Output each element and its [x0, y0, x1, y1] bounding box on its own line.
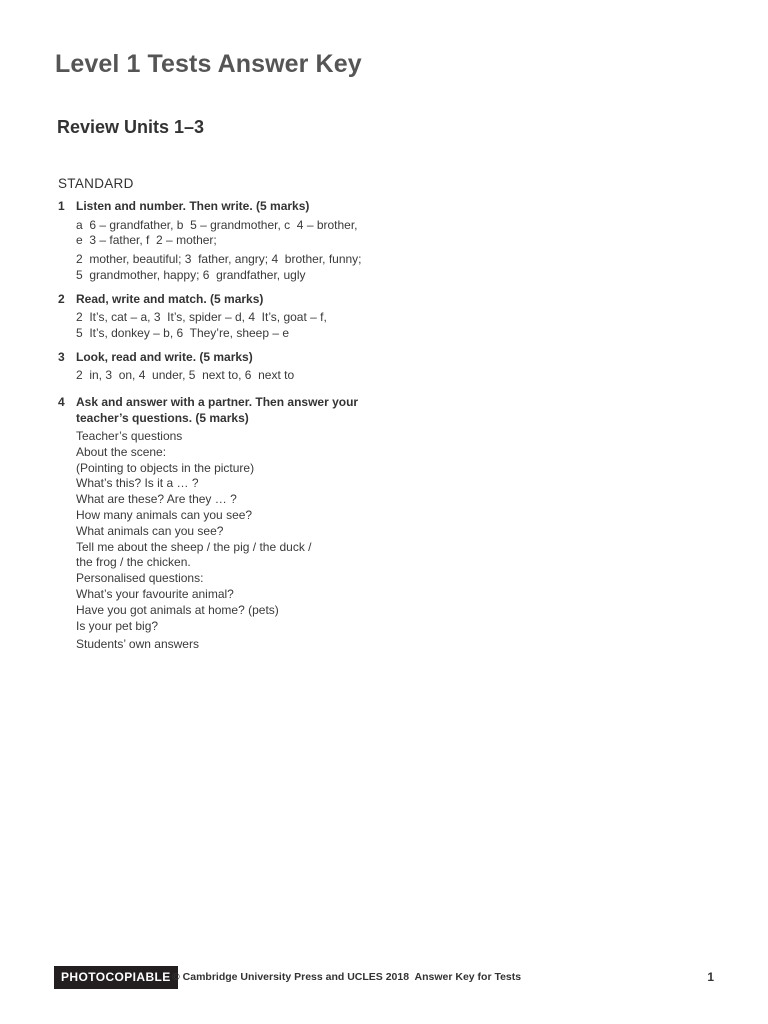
- answer-line: How many animals can you see?: [76, 508, 253, 523]
- page-title: Level 1 Tests Answer Key: [55, 50, 362, 78]
- question-heading: Ask and answer with a partner. Then answer your teacher’s questions. (5 marks): [76, 395, 359, 425]
- answer-line: What animals can you see?: [76, 523, 224, 538]
- answer-line: Tell me about the sheep / the pig / the duck /: [76, 539, 312, 554]
- answer-line: Teacher’s questions: [76, 429, 183, 444]
- page-number: 1: [707, 970, 714, 984]
- answer-line: What’s your favourite animal?: [76, 587, 234, 602]
- answer-block: [76, 429, 388, 653]
- answer-line: (Pointing to objects in the picture): [76, 460, 255, 475]
- question-number: 1: [58, 199, 65, 213]
- answer-line: Have you got animals at home? (pets): [76, 602, 279, 617]
- answer-line: e 3 – father, f 2 – mother;: [76, 233, 217, 248]
- questions-list: [58, 199, 388, 653]
- answer-line: 2 It’s, cat – a, 3 It’s, spider – d, 4 It’s, goat – f,: [76, 310, 327, 325]
- question-heading: Look, read and write. (5 marks): [76, 349, 253, 364]
- answer-line: Is your pet big?: [76, 618, 159, 633]
- photocopiable-badge: PHOTOCOPIABLE: [54, 966, 178, 989]
- level-label: STANDARD: [58, 176, 134, 191]
- answer-line: What’s this? Is it a … ?: [76, 476, 199, 491]
- answer-line: 2 mother, beautiful; 3 father, angry; 4 brother, funny;: [76, 252, 362, 267]
- question-4: [58, 395, 388, 653]
- answer-block: [76, 368, 388, 384]
- page-footer: [54, 966, 714, 990]
- answer-line: 5 grandmother, happy; 6 grandfather, ugly: [76, 267, 306, 282]
- answer-line: Students’ own answers: [76, 637, 199, 652]
- answer-line: 2 in, 3 on, 4 under, 5 next to, 6 next to: [76, 368, 295, 383]
- question-number: 3: [58, 349, 65, 364]
- answer-line: Personalised questions:: [76, 571, 204, 586]
- answer-line: a 6 – grandfather, b 5 – grandmother, c 4 – brother,: [76, 217, 358, 232]
- answer-line: What are these? Are they … ?: [76, 492, 237, 507]
- answer-block: [76, 218, 388, 284]
- section-title: Review Units 1–3: [57, 117, 205, 137]
- question-heading: Read, write and match. (5 marks): [76, 291, 264, 306]
- answer-line: About the scene:: [76, 444, 167, 459]
- question-2: [58, 292, 388, 342]
- question-1: [58, 199, 388, 284]
- question-number: 4: [58, 395, 65, 410]
- question-3: [58, 350, 388, 384]
- question-number: 2: [58, 291, 65, 306]
- answer-line: the frog / the chicken.: [76, 555, 191, 570]
- question-heading: Listen and number. Then write. (5 marks): [76, 199, 310, 213]
- answer-block: [76, 310, 388, 342]
- copyright-text: © Cambridge University Press and UCLES 2018 Answer Key for Tests: [172, 971, 522, 983]
- answer-line: 5 It’s, donkey – b, 6 They’re, sheep – e: [76, 325, 290, 340]
